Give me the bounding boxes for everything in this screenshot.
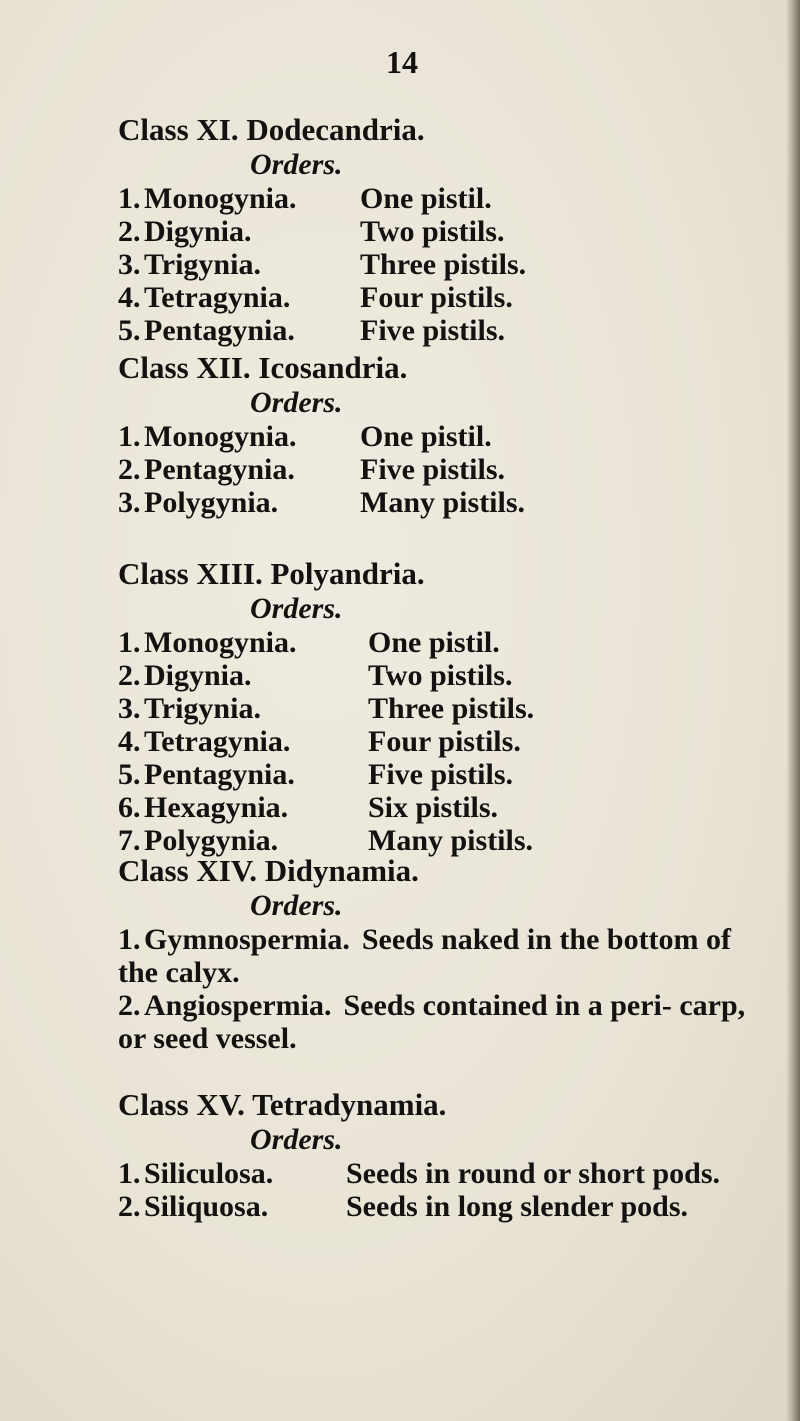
orders-heading: Orders. xyxy=(250,889,343,922)
order-number: 1. xyxy=(118,420,141,453)
order-number: 1. xyxy=(118,182,141,215)
order-description: Five pistils. xyxy=(368,758,514,791)
order-number: 2. xyxy=(118,989,141,1022)
order-name: Polygynia. xyxy=(144,824,279,857)
order-description: Seeds in long slender pods. xyxy=(346,1190,689,1223)
class-heading: Class XV. Tetradynamia. xyxy=(118,1087,447,1122)
order-description: One pistil. xyxy=(368,626,500,659)
order-item xyxy=(118,923,778,989)
order-number: 2. xyxy=(118,1190,141,1223)
order-description: Seeds in round or short pods. xyxy=(346,1157,721,1190)
order-item xyxy=(118,486,778,519)
order-item xyxy=(118,725,778,758)
class-section xyxy=(118,853,778,1055)
order-description: Three pistils. xyxy=(368,692,535,725)
order-description: Two pistils. xyxy=(360,215,505,248)
orders-heading: Orders. xyxy=(250,1123,343,1156)
order-name: Angiospermia. xyxy=(144,989,332,1022)
order-number: 5. xyxy=(118,314,141,347)
order-item xyxy=(118,215,778,248)
order-description: Many pistils. xyxy=(360,486,526,519)
order-item xyxy=(118,420,778,453)
order-number: 1. xyxy=(118,923,141,956)
order-description: Six pistils. xyxy=(368,791,499,824)
order-name: Pentagynia. xyxy=(144,314,295,347)
orders-heading: Orders. xyxy=(250,148,343,181)
order-name: Monogynia. xyxy=(144,420,297,453)
order-item xyxy=(118,453,778,486)
order-name: Polygynia. xyxy=(144,486,279,519)
order-number: 6. xyxy=(118,791,141,824)
order-item xyxy=(118,281,778,314)
order-item xyxy=(118,182,778,215)
order-name: Digynia. xyxy=(144,215,252,248)
order-name: Tetragynia. xyxy=(144,281,291,314)
orders-heading: Orders. xyxy=(250,386,343,419)
order-description: Four pistils. xyxy=(368,725,521,758)
order-number: 4. xyxy=(118,725,141,758)
order-description: Seeds naked in the bottom of the calyx. xyxy=(118,923,732,989)
order-name: Monogynia. xyxy=(144,626,297,659)
order-item xyxy=(118,758,778,791)
page-number: 14 xyxy=(386,44,418,80)
order-description: Three pistils. xyxy=(360,248,527,281)
order-description: One pistil. xyxy=(360,420,492,453)
order-number: 1. xyxy=(118,626,141,659)
order-description: Four pistils. xyxy=(360,281,513,314)
order-name: Tetragynia. xyxy=(144,725,291,758)
order-name: Trigynia. xyxy=(144,692,261,725)
order-number: 7. xyxy=(118,824,141,857)
order-number: 1. xyxy=(118,1157,141,1190)
order-item xyxy=(118,248,778,281)
order-description: Five pistils. xyxy=(360,453,506,486)
order-number: 2. xyxy=(118,659,141,692)
order-description: Many pistils. xyxy=(368,824,534,857)
order-number: 3. xyxy=(118,692,141,725)
order-number: 4. xyxy=(118,281,141,314)
order-number: 3. xyxy=(118,486,141,519)
order-name: Siliquosa. xyxy=(144,1190,269,1223)
order-name: Pentagynia. xyxy=(144,758,295,791)
order-item xyxy=(118,989,778,1055)
class-heading: Class XI. Dodecandria. xyxy=(118,112,425,147)
order-item xyxy=(118,1157,778,1190)
page-edge-shadow xyxy=(786,0,800,1421)
order-item xyxy=(118,1190,778,1223)
order-name: Siliculosa. xyxy=(144,1157,274,1190)
order-number: 2. xyxy=(118,453,141,486)
order-description: Seeds contained in a peri- carp, or seed vessel. xyxy=(118,989,746,1055)
order-description: Five pistils. xyxy=(360,314,506,347)
order-name: Gymnospermia. xyxy=(144,923,350,956)
order-item xyxy=(118,791,778,824)
order-item xyxy=(118,659,778,692)
order-number: 5. xyxy=(118,758,141,791)
orders-heading: Orders. xyxy=(250,592,343,625)
class-section xyxy=(118,1087,778,1223)
order-number: 3. xyxy=(118,248,141,281)
order-name: Pentagynia. xyxy=(144,453,295,486)
class-section xyxy=(118,556,778,857)
class-heading: Class XII. Icosandria. xyxy=(118,350,408,385)
class-heading: Class XIV. Didynamia. xyxy=(118,853,419,888)
order-item xyxy=(118,692,778,725)
order-item xyxy=(118,314,778,347)
order-description: Two pistils. xyxy=(368,659,513,692)
order-item xyxy=(118,626,778,659)
class-section xyxy=(118,350,778,519)
class-heading: Class XIII. Polyandria. xyxy=(118,556,425,591)
order-name: Trigynia. xyxy=(144,248,261,281)
order-description: One pistil. xyxy=(360,182,492,215)
class-section xyxy=(118,112,778,347)
order-name: Monogynia. xyxy=(144,182,297,215)
order-name: Hexagynia. xyxy=(144,791,289,824)
order-name: Digynia. xyxy=(144,659,252,692)
order-number: 2. xyxy=(118,215,141,248)
